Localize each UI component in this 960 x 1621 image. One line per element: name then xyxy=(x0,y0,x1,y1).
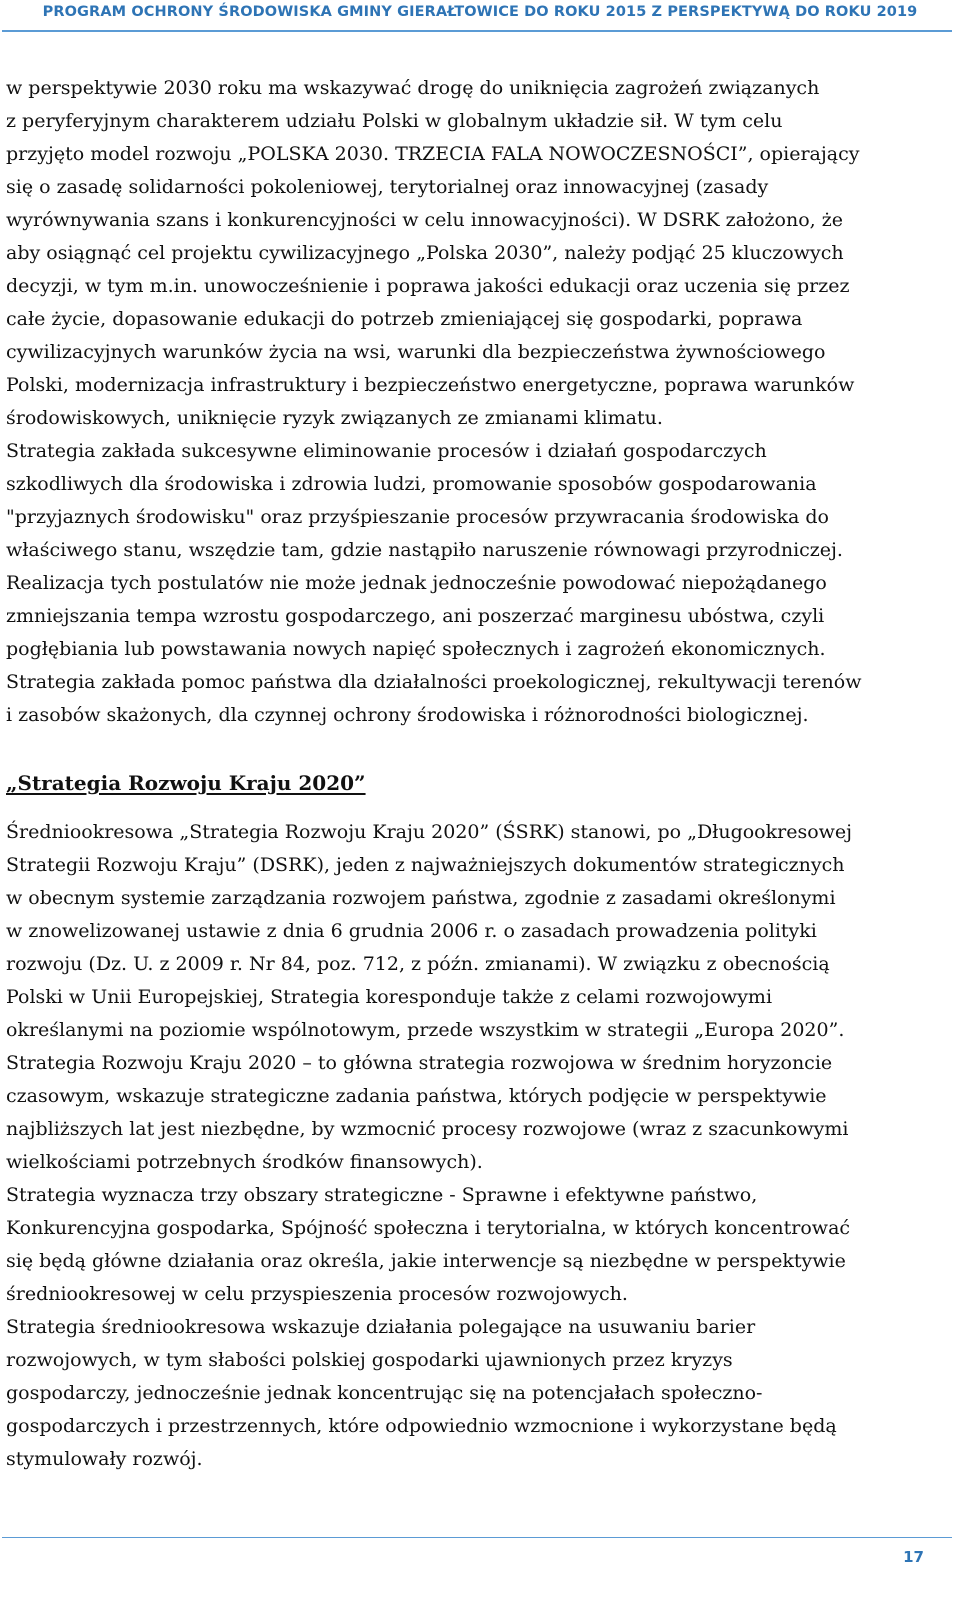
spacer xyxy=(6,808,956,816)
document-body xyxy=(6,72,956,1476)
text-line: z peryferyjnym charakterem udziału Polski w globalnym układzie sił. W tym celu xyxy=(6,110,783,132)
text-line: rozwojowych, w tym słabości polskiej gospodarki ujawnionych przez kryzys xyxy=(6,1349,733,1371)
text-line: aby osiągnąć cel projektu cywilizacyjnego „Polska 2030”, należy podjąć 25 kluczowych xyxy=(6,242,844,264)
text-line: rozwoju (Dz. U. z 2009 r. Nr 84, poz. 712, z późn. zmianami). W związku z obecnością xyxy=(6,953,830,975)
section-paragraphs xyxy=(6,816,956,1476)
text-line: gospodarczy, jednocześnie jednak koncentrując się na potencjałach społeczno- xyxy=(6,1382,763,1404)
text-line: i zasobów skażonych, dla czynnej ochrony środowiska i różnorodności biologicznej. xyxy=(6,704,809,726)
text-line: najbliższych lat jest niezbędne, by wzmocnić procesy rozwojowe (wraz z szacunkowymi xyxy=(6,1118,849,1140)
text-line: w znowelizowanej ustawie z dnia 6 grudnia 2006 r. o zasadach prowadzenia polityki xyxy=(6,920,817,942)
section-heading-block xyxy=(6,768,956,808)
text-line: się o zasadę solidarności pokoleniowej, terytorialnej oraz innowacyjnej (zasady xyxy=(6,176,769,198)
text-line: cywilizacyjnych warunków życia na wsi, warunki dla bezpieczeństwa żywnościowego xyxy=(6,341,826,363)
footer-divider xyxy=(2,1537,952,1538)
text-line: całe życie, dopasowanie edukacji do potrzeb zmieniającej się gospodarki, poprawa xyxy=(6,308,803,330)
text-line: gospodarczych i przestrzennych, które odpowiednio wzmocnione i wykorzystane będą xyxy=(6,1415,837,1437)
text-line: środowiskowych, uniknięcie ryzyk związanych ze zmianami klimatu. xyxy=(6,407,663,429)
document-title: PROGRAM OCHRONY ŚRODOWISKA GMINY GIERAŁTOWICE DO ROKU 2015 Z PERSPEKTYWĄ DO ROKU 2019 xyxy=(42,4,918,20)
text-line: decyzji, w tym m.in. unowocześnienie i poprawa jakości edukacji oraz uczenia się przez xyxy=(6,275,850,297)
text-line: Konkurencyjna gospodarka, Spójność społeczna i terytorialna, w których koncentrować xyxy=(6,1217,851,1239)
text-line: średniookresowej w celu przyspieszenia procesów rozwojowych. xyxy=(6,1283,628,1305)
text-line: szkodliwych dla środowiska i zdrowia ludzi, promowanie sposobów gospodarowania xyxy=(6,473,817,495)
text-line: Strategia zakłada pomoc państwa dla działalności proekologicznej, rekultywacji terenów xyxy=(6,671,862,693)
text-line: Strategia wyznacza trzy obszary strategiczne - Sprawne i efektywne państwo, xyxy=(6,1184,758,1206)
text-line: wyrównywania szans i konkurencyjności w celu innowacyjności). W DSRK założono, że xyxy=(6,209,843,231)
text-line: Realizacja tych postulatów nie może jednak jednocześnie powodować niepożądanego xyxy=(6,572,827,594)
text-line: Strategii Rozwoju Kraju” (DSRK), jeden z najważniejszych dokumentów strategicznych xyxy=(6,854,845,876)
text-line: w perspektywie 2030 roku ma wskazywać drogę do uniknięcia zagrożeń związanych xyxy=(6,77,820,99)
header-divider xyxy=(2,30,952,32)
text-line: przyjęto model rozwoju „POLSKA 2030. TRZECIA FALA NOWOCZESNOŚCI”, opierający xyxy=(6,143,860,165)
text-line: Strategia średniookresowa wskazuje działania polegające na usuwaniu barier xyxy=(6,1316,756,1338)
section-paragraphs xyxy=(6,72,956,732)
text-line: Średniookresowa „Strategia Rozwoju Kraju 2020” (ŚSRK) stanowi, po „Długookresowej xyxy=(6,821,853,843)
text-line: się będą główne działania oraz określa, jakie interwencje są niezbędne w perspektywie xyxy=(6,1250,846,1272)
text-line: właściwego stanu, wszędzie tam, gdzie nastąpiło naruszenie równowagi przyrodniczej. xyxy=(6,539,843,561)
text-line: określanymi na poziomie wspólnotowym, przede wszystkim w strategii „Europa 2020”. xyxy=(6,1019,845,1041)
text-line: Strategia Rozwoju Kraju 2020 – to główna strategia rozwojowa w średnim horyzoncie xyxy=(6,1052,833,1074)
text-line: pogłębiania lub powstawania nowych napięć społecznych i zagrożeń ekonomicznych. xyxy=(6,638,826,660)
text-line: Polski w Unii Europejskiej, Strategia koresponduje także z celami rozwojowymi xyxy=(6,986,773,1008)
text-line: zmniejszania tempa wzrostu gospodarczego, ani poszerzać marginesu ubóstwa, czyli xyxy=(6,605,825,627)
text-line: Polski, modernizacja infrastruktury i bezpieczeństwo energetyczne, poprawa warunków xyxy=(6,374,855,396)
section-heading: „Strategia Rozwoju Kraju 2020” xyxy=(6,771,366,795)
page-number: 17 xyxy=(903,1548,924,1566)
text-line: czasowym, wskazuje strategiczne zadania państwa, których podjęcie w perspektywie xyxy=(6,1085,827,1107)
text-line: Strategia zakłada sukcesywne eliminowanie procesów i działań gospodarczych xyxy=(6,440,767,462)
text-line: "przyjaznych środowisku" oraz przyśpieszanie procesów przywracania środowiska do xyxy=(6,506,829,528)
text-line: stymulowały rozwój. xyxy=(6,1448,203,1470)
page-header xyxy=(0,0,960,34)
text-line: w obecnym systemie zarządzania rozwojem państwa, zgodnie z zasadami określonymi xyxy=(6,887,836,909)
text-line: wielkościami potrzebnych środków finansowych). xyxy=(6,1151,483,1173)
